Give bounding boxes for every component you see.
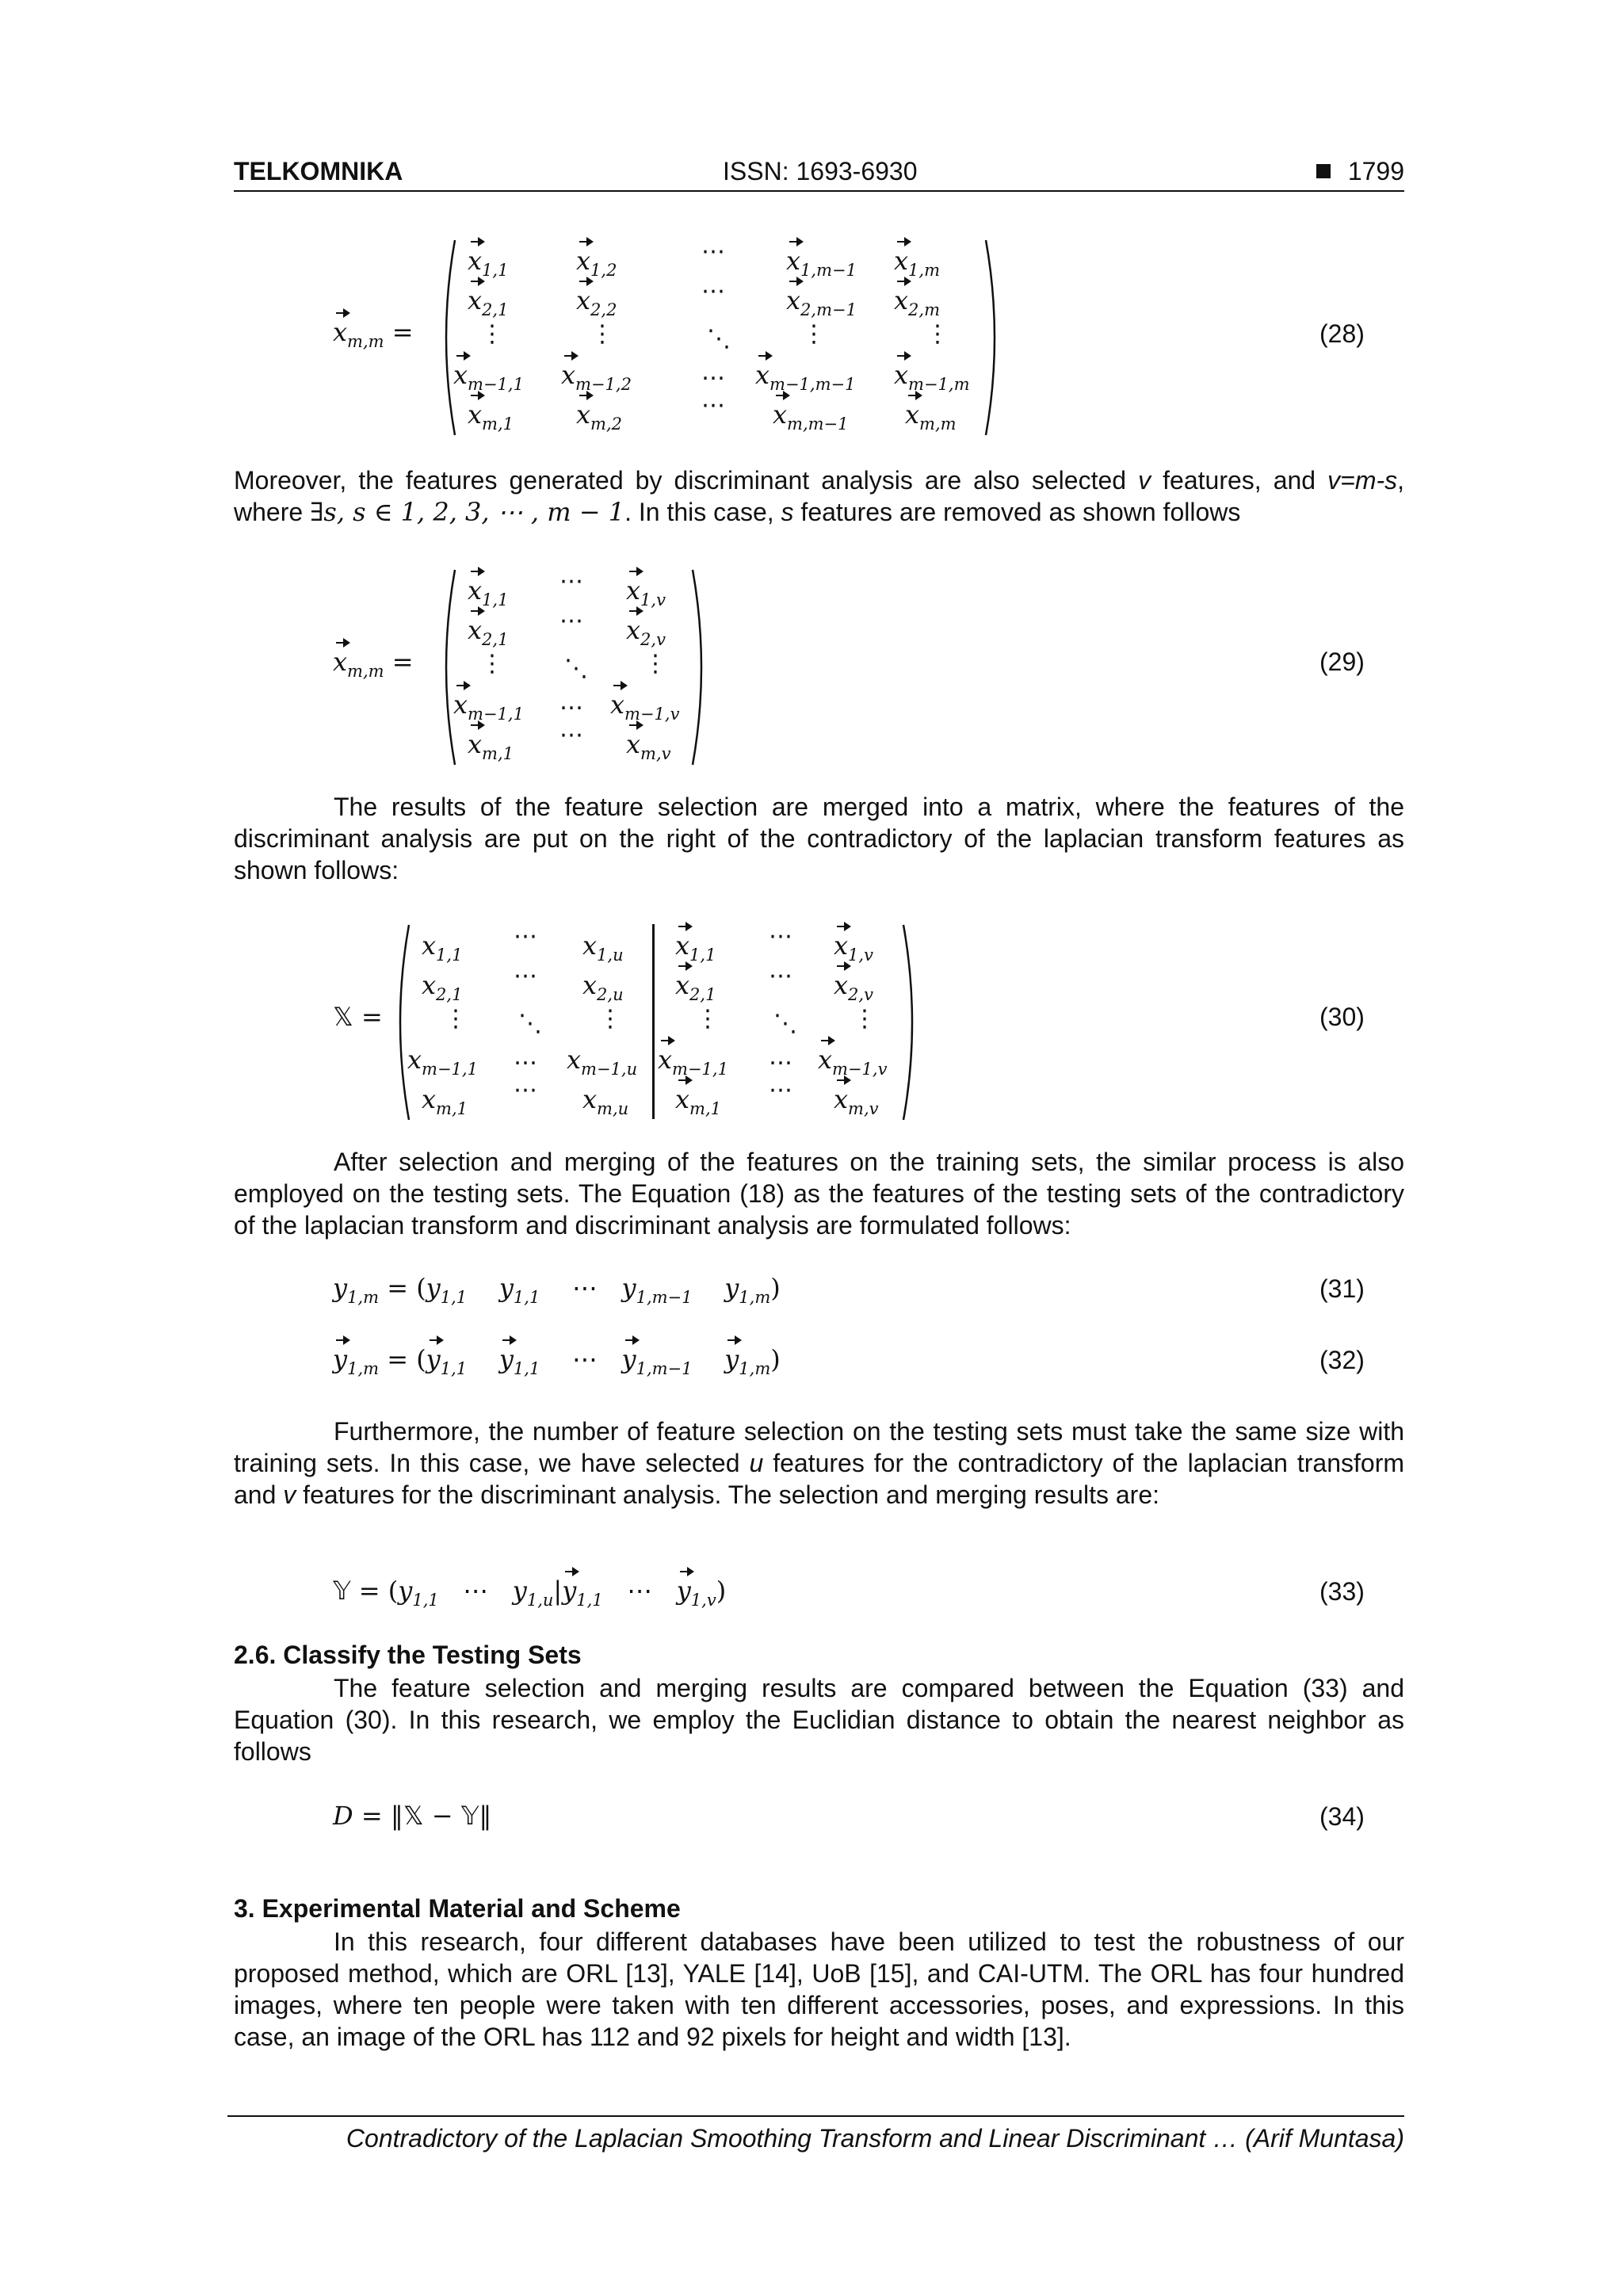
left-paren-icon: [434, 238, 458, 437]
paragraph: The results of the feature selection are merged into a matrix, where the features of the discriminant analysis are put on the right of the contradictory of the laplacian transform features as shown follows:: [234, 793, 1404, 884]
equation-number: (29): [1319, 648, 1365, 676]
header-rule: [234, 190, 1404, 192]
page-footer: Contradictory of the Laplacian Smoothing Transform and Linear Discriminant … (Arif Muntasa): [346, 2124, 1404, 2153]
paragraph: After selection and merging of the features on the training sets, the similar process is also employed on the testing sets. The Equation (18) as the features of the testing sets of the contradictory of the laplacian transform and discriminant analysis are formulated follows:: [234, 1148, 1404, 1240]
right-paren-icon: [689, 567, 713, 767]
footer-rule: [227, 2115, 1404, 2117]
square-bullet-icon: [1316, 164, 1331, 178]
equation-number: (31): [1319, 1274, 1365, 1303]
left-paren-icon: [388, 923, 412, 1122]
paragraph: The feature selection and merging results are compared between the Equation (33) and Equation (30). In this research, we employ the Euclidian distance to obtain the nearest neighbor as follows: [234, 1674, 1404, 1766]
equation-number: (33): [1319, 1577, 1365, 1606]
paragraph: Furthermore, the number of feature selection on the testing sets must take the same size with training sets. In this case, we have selected u features for the contradictory of the laplacian transform and v features for the discriminant analysis. The selection and merging results are:: [234, 1417, 1405, 1509]
paragraph: Moreover, the features generated by discriminant analysis are also selected v features, and v=m-s, where ∃s, s ∈ 1, 2, 3, ⋯ , m − 1. In this case, s features are removed as shown follows: [234, 466, 1405, 527]
matrix-separator: [652, 924, 655, 1119]
document-page: TELKOMNIKA ISSN: 1693-6930 1799 $x_{m,m}$ = $x_{1,1}$ $x_{1,2}$ ⋯ $x_{1,m-1}$ $x_{1,m}$ $x_{2,1}$ $x_{2,2}$ ⋯ $x_{2,m-1}$ $x_{2,m}$ ⋮ ⋮ ⋱ ⋮ ⋮ $x_{m-1,1}$ $x_{m-1,2}$ … $x_{m-1,m-1}$ $x_{m-1,m}$ $x_{m,1}$ $x_{m,2}$ ⋯ $x_{m,m-1}$ $x_{m,m}$ (28) Moreover, the features generated by discriminant analysis are also selected v features, and v=m-s, where ∃s, s ∈ 1, 2, 3, ⋯ , m − 1. In this case, s features are removed as shown follows $x_{m,m}$ = $x_{1,1}$ ⋯ $x_{1,v}$ $x_{2,1}$ ⋯ $x_{2,v}$ ⋮ ⋱ ⋮ $x_{m-1,1}$ … $x_{m-1,v}$ $x_{m,1}$ ⋯ $x_{m,v}$ (29) The results of the feature selection are merged into a matrix, where the features of the discriminant analysis are put on the right of the contradictory of the laplacian transform features as shown follows: 𝕏 = $x_{1,1}$ ⋯ $x_{1,u}$ $x_{1,1}$ ⋯ $x_{1,v}$ $x_{2,1}$ ⋯ $x_{2,u}$ $x_{2,1}$ ⋯ $x_{2,v}$ ⋮ ⋱ ⋮ ⋮ ⋱ ⋮ $x_{m-1,1}$ … $x_{m-1,u}$ $x_{m-1,1}$ … $x_{m-1,v}$ $x_{m,1}$ ⋯ $x_{m,u}$ $x_{m,1}$ ⋯ $x_{m,v}$ (30) After selection and merging of the features on the training sets, the similar process is also employed on the testing sets. The Equation (18) as the features of the testing sets of the contradictory of the laplacian transform and discriminant analysis are formulated follows: $y_{1,m} = (y_{1,1}$ $y_{1,1}$ ⋯ $y_{1,m-1}$ $y_{1,m}$) (31) $y_{1,m} = (y_{1,1}$ $y_{1,1}$ ⋯ $y_{1,m-1}$ $y_{1,m}$) (32) Furthermore, the number of feature selection on the testing sets must take the same size with training sets. In this case, we have selected u features for the contradictory of the laplacian transform and v features for the discriminant analysis. The selection and merging results are: 𝕐 = ($y_{1,1}$ ⋯ $y_{1,u}|y_{1,1}$ ⋯ $y_{1,v}$) (33) 2.6. Classify the Testing Sets The feature selection and merging results are compared between the Equation (33) and Equation (30). In this research, we employ the Euclidian distance to obtain the nearest neighbor as follows D = ‖𝕏 − 𝕐‖ (34) 3. Experimental Material and Scheme In this research, four different databases have been utilized to test the robustness of our proposed method, which are ORL [13], YALE [14], UoB [15], and CAI-UTM. The ORL has four hundred images, where ten people were taken with ten different accessories, poses, and expressions. In this case, an image of the ORL has 112 and 92 pixels for height and width [13]. Contradictory of the Laplacian Smoothing Transform and Linear Discriminant … (Arif Muntasa): [0, 0, 1623, 2296]
paragraph: In this research, four different databases have been utilized to test the robustness of our proposed method, which are ORL [13], YALE [14], UoB [15], and CAI-UTM. The ORL has four hundred images, where ten people were taken with ten different accessories, poses, and expressions. In this case, an image of the ORL has 112 and 92 pixels for height and width [13].: [234, 1927, 1404, 2051]
page-number-text: 1799: [1347, 157, 1404, 185]
equation-number: (32): [1319, 1346, 1365, 1374]
section-heading: 2.6. Classify the Testing Sets: [234, 1641, 582, 1669]
section-heading: 3. Experimental Material and Scheme: [234, 1894, 681, 1923]
right-paren-icon: [900, 923, 924, 1122]
equation-number: (34): [1319, 1802, 1365, 1831]
page-header: [234, 157, 1404, 192]
equation-number: (30): [1319, 1003, 1365, 1031]
right-paren-icon: [983, 238, 1006, 437]
page-number: [1316, 157, 1404, 186]
left-paren-icon: [434, 567, 458, 767]
journal-name: TELKOMNIKA: [234, 157, 403, 185]
issn: ISSN: 1693-6930: [723, 157, 918, 185]
equation-number: (28): [1319, 319, 1365, 348]
